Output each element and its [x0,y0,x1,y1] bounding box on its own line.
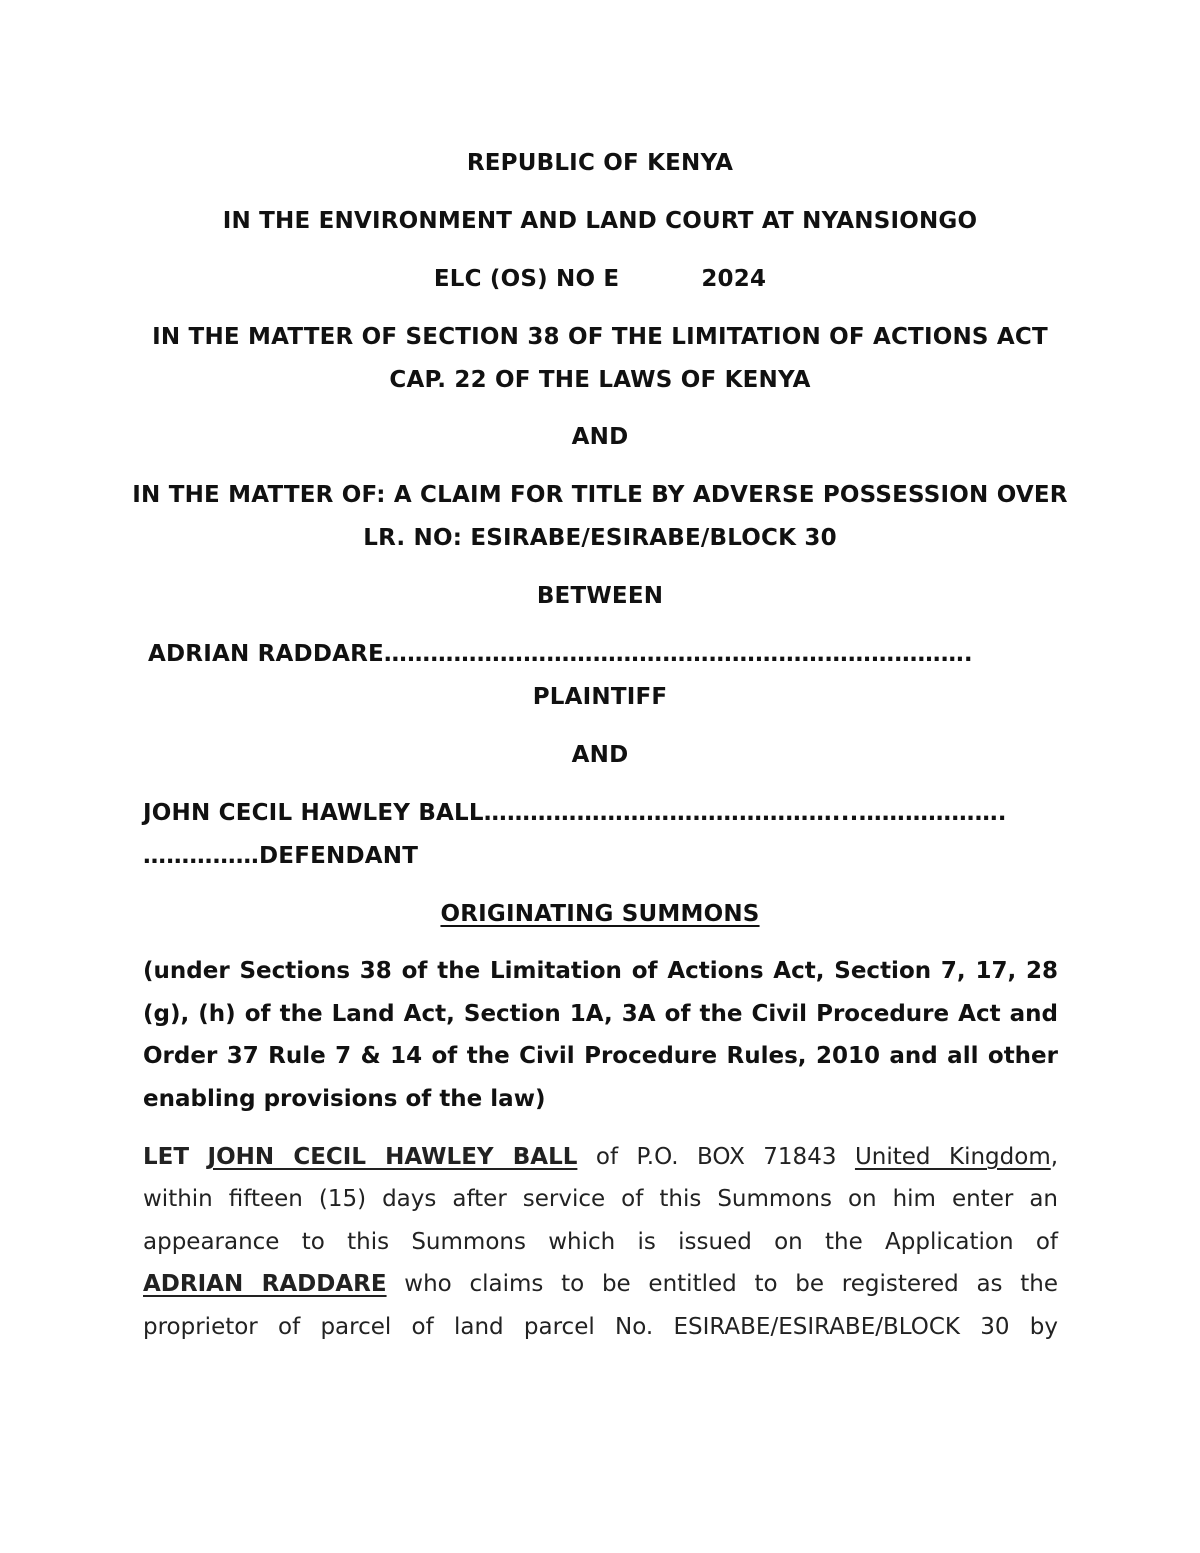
matter1-line2: CAP. 22 OF THE LAWS OF KENYA [389,367,811,393]
case-number [0,266,1200,292]
plaintiff-line: ADRIAN RADDARE…………………………………………………………………. [148,641,973,667]
provisions-line-4: enabling provisions of the law) [143,1086,546,1112]
republic-heading: REPUBLIC OF KENYA [466,150,734,176]
matter2-line1: IN THE MATTER OF: A CLAIM FOR TITLE BY ADVERSE POSSESSION OVER [132,482,1068,508]
body-line-2: within fifteen (15) days after service of this Summons on him enter an [143,1186,1058,1212]
plaintiff-name: ADRIAN RADDARE [143,1271,387,1297]
comma-text: , [1050,1144,1059,1170]
between-heading: BETWEEN [536,583,664,609]
country-text: United Kingdom [854,1144,1051,1170]
body-line-4-rest: who claims to be entitled to be registered as the [404,1271,1058,1297]
address-text: of P.O. BOX 71843 [595,1144,837,1170]
matter1-line1: IN THE MATTER OF SECTION 38 OF THE LIMITATION OF ACTIONS ACT [152,324,1048,350]
body-line-3: appearance to this Summons which is issued on the Application of [143,1229,1058,1255]
defendant-line: JOHN CECIL HAWLEY BALL………………………………………...………………. [143,800,1007,826]
provisions-line-1: (under Sections 38 of the Limitation of Actions Act, Section 7, 17, 28 [143,958,1058,984]
body-line-4 [143,1271,1058,1297]
body-line-5: proprietor of parcel of land parcel No. ESIRABE/ESIRABE/BLOCK 30 by [143,1314,1058,1340]
defendant-role: ……………DEFENDANT [143,843,419,869]
let-word: LET [143,1144,190,1170]
and-separator-2: AND [571,742,629,768]
provisions-line-2: (g), (h) of the Land Act, Section 1A, 3A of the Civil Procedure Act and [143,1001,1058,1027]
and-separator-1: AND [571,424,629,450]
defendant-name: JOHN CECIL HAWLEY BALL [207,1144,578,1170]
case-prefix: ELC (OS) NO E [433,266,620,292]
summons-title: ORIGINATING SUMMONS [440,901,760,927]
body-line-1 [143,1144,1058,1170]
provisions-line-3: Order 37 Rule 7 & 14 of the Civil Procedure Rules, 2010 and all other [143,1043,1058,1069]
case-year: 2024 [701,266,767,292]
court-heading: IN THE ENVIRONMENT AND LAND COURT AT NYANSIONGO [222,208,978,234]
matter2-line2: LR. NO: ESIRABE/ESIRABE/BLOCK 30 [363,525,837,551]
plaintiff-role: PLAINTIFF [532,684,668,710]
